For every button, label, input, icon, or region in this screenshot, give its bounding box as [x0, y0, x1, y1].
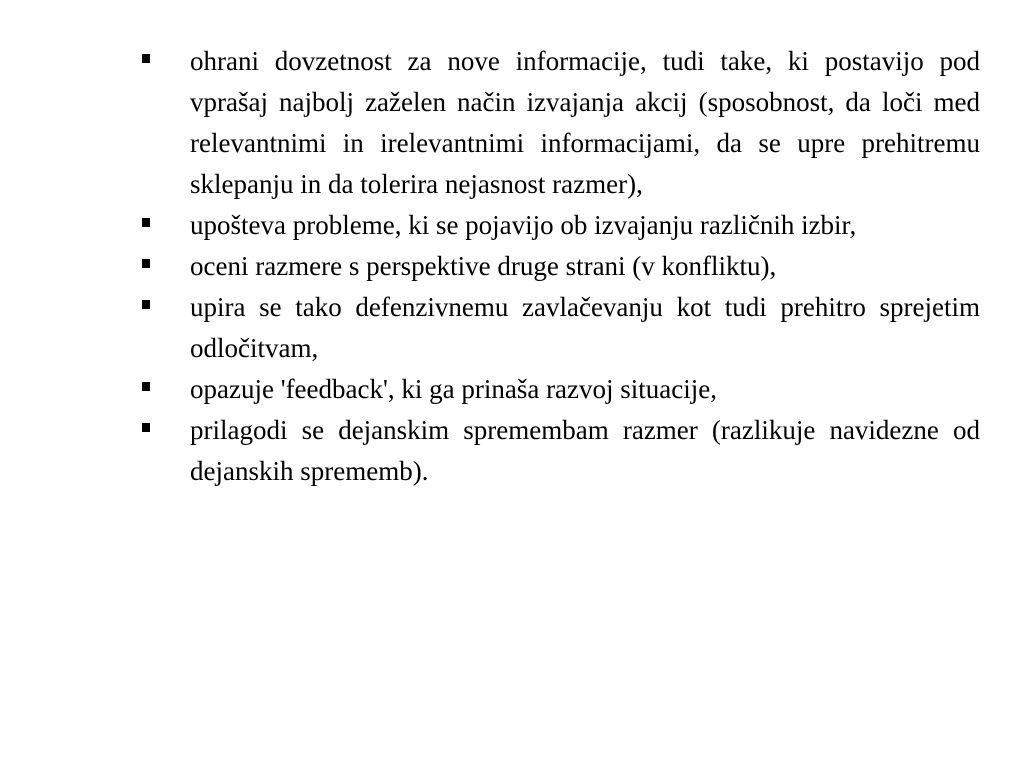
bullet-text: prilagodi se dejanskim spremembam razmer (razlikuje navidezne od dejanskih sprememb).	[190, 415, 980, 486]
bullet-text: oceni razmere s perspektive druge strani (v konfliktu),	[190, 251, 777, 281]
square-bullet-icon	[142, 259, 150, 268]
square-bullet-icon	[142, 382, 150, 391]
square-bullet-icon	[142, 423, 150, 432]
bullet-item	[140, 41, 980, 205]
bullet-list	[140, 41, 980, 492]
square-bullet-icon	[142, 218, 150, 227]
bullet-text: upira se tako defenzivnemu zavlačevanju kot tudi prehitro sprejetim odločitvam,	[190, 292, 980, 363]
bullet-item	[140, 287, 980, 369]
square-bullet-icon	[142, 54, 150, 63]
bullet-item	[140, 246, 980, 287]
bullet-item	[140, 369, 980, 410]
bullet-item	[140, 205, 980, 246]
bullet-text: upošteva probleme, ki se pojavijo ob izvajanju različnih izbir,	[190, 210, 857, 240]
bullet-text: ohrani dovzetnost za nove informacije, tudi take, ki postavijo pod vprašaj najbolj zaželen način izvajanja akcij (sposobnost, da loči med relevantnimi in irelevantnimi informacijami, da se upre prehitremu sklepanju in da tolerira nejasnost razmer),	[190, 46, 980, 199]
square-bullet-icon	[142, 300, 150, 309]
bullet-item	[140, 410, 980, 492]
bullet-text: opazuje 'feedback', ki ga prinaša razvoj situacije,	[190, 374, 717, 404]
